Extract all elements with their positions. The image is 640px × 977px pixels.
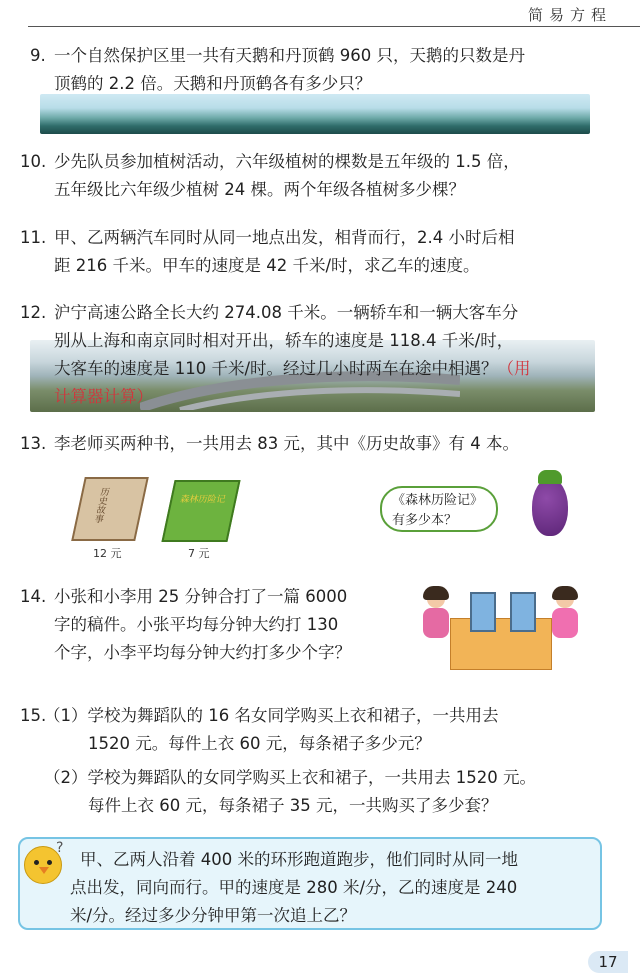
problem-line: 甲、乙两辆汽车同时从同一地点出发，相背而行，2.4 小时后相 (54, 228, 515, 247)
challenge-line: 甲、乙两人沿着 400 米的环形跑道跑步，他们同时从同一地 (80, 850, 518, 869)
problem-line: 李老师买两种书，一共用去 83 元，其中《历史故事》有 4 本。 (54, 434, 519, 453)
problem-line: 大客车的速度是 110 千米/时。经过几小时两车在途中相遇？ (54, 359, 498, 378)
problem-15 (20, 702, 630, 820)
problem-line: 少先队员参加植树活动，六年级植树的棵数是五年级的 1.5 倍， (54, 152, 520, 171)
problem-number: 9. (30, 46, 46, 65)
girl-right-body (552, 608, 578, 638)
problem-number: 15. (20, 706, 47, 725)
challenge-line: 米/分。经过多少分钟甲第一次追上乙？ (70, 906, 357, 925)
problem-number: 10. (20, 152, 47, 171)
girl-left-body (423, 608, 449, 638)
problem-line: 距 216 千米。甲车的速度是 42 千米/时，求乙车的速度。 (54, 256, 480, 275)
book2-price: 7 元 (188, 547, 210, 560)
problem-number: 12. (20, 303, 47, 322)
book-title: 森林历险记 (179, 495, 227, 505)
part-label: （1） (44, 706, 88, 725)
problem-line: 五年级比六年级少植树 24 棵。两个年级各植树多少棵？ (54, 180, 465, 199)
girl-left-icon (427, 590, 445, 608)
eggplant-character-icon (532, 478, 568, 536)
header-rule (28, 26, 640, 27)
bubble-line: 《森林历险记》 (392, 493, 484, 508)
problem-line: 每件上衣 60 元，每条裙子 35 元，一共购买了多少套？ (88, 796, 498, 815)
page-header (0, 0, 640, 34)
problem-12 (20, 299, 620, 411)
monitor-icon (470, 592, 496, 632)
problem-line: 1520 元。每件上衣 60 元，每条裙子多少元？ (88, 734, 431, 753)
problem-number: 14. (20, 587, 47, 606)
girl-right-icon (556, 590, 574, 608)
chapter-title: 简易方程 (527, 6, 612, 24)
problem-line: 学校为舞蹈队的 16 名女同学购买上衣和裙子，一共用去 (87, 706, 499, 725)
problem-11 (20, 224, 610, 280)
calculator-note-cont: 计算器计算） (54, 387, 153, 406)
bubble-line: 有多少本？ (392, 513, 458, 528)
question-mark-icon: ? (56, 840, 64, 856)
problem-14 (20, 583, 420, 667)
problem-line: 顶鹤的 2.2 倍。天鹅和丹顶鹤各有多少只？ (54, 74, 372, 93)
problem-line: 一个自然保护区里一共有天鹅和丹顶鹤 960 只，天鹅的只数是丹 (54, 46, 525, 65)
calculator-note: （用 (497, 359, 531, 378)
problem-line: 小张和小李用 25 分钟合打了一篇 6000 (54, 587, 348, 606)
problem-number: 13. (20, 434, 47, 453)
swan-lake-illustration (40, 94, 590, 134)
challenge-line: 点出发，同向而行。甲的速度是 280 米/分，乙的速度是 240 (70, 878, 518, 897)
problem-line: 字的稿件。小张平均每分钟大约打 130 (54, 615, 339, 634)
history-book-image (71, 477, 149, 541)
monitor-icon (510, 592, 536, 632)
eggplant-cap-icon (538, 470, 562, 484)
speech-bubble (380, 486, 498, 532)
problem-line: 个字，小李平均每分钟大约打多少个字？ (54, 643, 351, 662)
problem-13 (20, 430, 620, 458)
forest-book-image (161, 480, 240, 542)
challenge-text (70, 846, 592, 930)
desk-icon (450, 618, 552, 670)
page-number: 17 (588, 951, 628, 973)
problem-9 (30, 42, 610, 98)
problem-line: 别从上海和南京同时相对开出，轿车的速度是 118.4 千米/时， (54, 331, 514, 350)
problem-line: 沪宁高速公路全长大约 274.08 千米。一辆轿车和一辆大客车分 (54, 303, 519, 322)
book-title: 历史故事 (92, 487, 110, 523)
book1-price: 12 元 (93, 547, 122, 560)
problem-number: 11. (20, 228, 47, 247)
problem-10 (20, 148, 610, 204)
problem-line: 学校为舞蹈队的女同学购买上衣和裙子，一共用去 1520 元。 (87, 768, 536, 787)
part-label: （2） (44, 768, 88, 787)
